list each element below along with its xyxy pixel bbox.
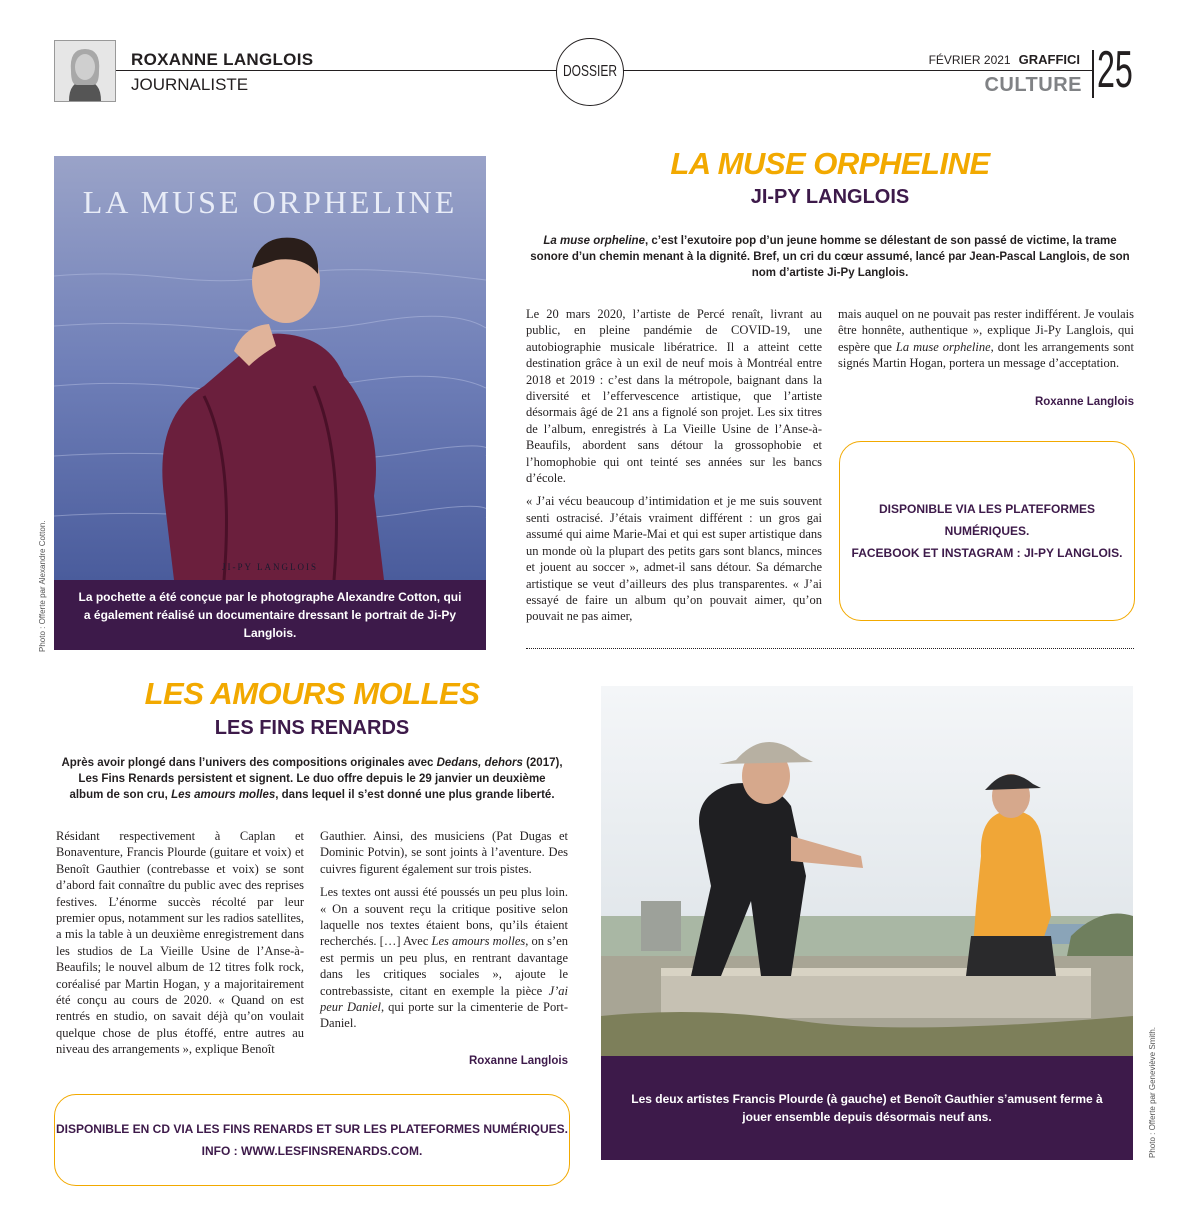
lede-album-title: La muse orpheline	[543, 235, 645, 247]
header-divider	[1092, 50, 1094, 98]
publication-name: GRAFFICI	[1018, 52, 1080, 67]
author-name: ROXANNE LANGLOIS	[131, 50, 314, 69]
article2-column2	[320, 828, 568, 1039]
cover-artist-name: JI-PY LANGLOIS	[222, 562, 318, 572]
article2-paragraph: Gauthier. Ainsi, des musiciens (Pat Dugas et Dominic Potvin), se sont joints à l’aventure. Des cuivres figurent également sur trois pistes.	[320, 829, 568, 876]
article1-lede	[530, 233, 1130, 281]
page-number: 25	[1097, 41, 1133, 99]
article1-column2	[838, 306, 1134, 379]
section-divider	[526, 648, 1134, 649]
availability-line: FACEBOOK ET INSTAGRAM : JI-PY LANGLOIS.	[851, 546, 1123, 560]
author-role: JOURNALISTE	[131, 75, 249, 94]
article2-column1	[56, 828, 304, 1065]
availability-line: DISPONIBLE EN CD VIA LES FINS RENARDS ET SUR LES PLATEFORMES NUMÉRIQUES.	[55, 1122, 569, 1136]
availability-line: DISPONIBLE VIA LES PLATEFORMES NUMÉRIQUES.	[878, 502, 1096, 538]
lede-text: (2017), Les Fins Renards persistent et signent. Le duo offre depuis le 29 janvier un deuxième album de son cru,	[69, 757, 563, 801]
article2-paragraph: Résidant respectivement à Caplan et Bonaventure, Francis Plourde (guitare et voix) et Benoît Gauthier (contrebasse et voix) se sont d’abord fait connaître du public avec des reprises festives. L’énorme succès récolté par leur premier opus, notamment sur les radios satellites, a mis la table à un deuxième enregistrement dans les studios de La Vieille Usine de l’Anse-à-Beaufils; le nouvel album de 12 titres folk rock, coréalisé par Martin Hogan, y a majoritairement été conçu au cours de 2020. « Quand on est rentrés en studio, on savait déjà qu’on voulait quelque chose de plus étoffé, entre autres au niveau des arrangements », explique Benoît	[56, 829, 304, 1057]
dossier-badge	[556, 38, 624, 106]
article1-paragraph	[838, 306, 1134, 372]
lede-album-title: Dedans, dehors	[436, 757, 523, 769]
song-title-ref: J’ai peur Daniel	[320, 983, 568, 1015]
album-title-ref: La muse orpheline	[895, 339, 991, 354]
paragraph-text: , qui porte sur la cimenterie de Port-Daniel.	[320, 1000, 569, 1031]
dossier-label: DOSSIER	[563, 63, 618, 80]
lede-text: Après avoir plongé dans l’univers des compositions originales avec	[61, 757, 437, 769]
album-cover-photo	[54, 156, 486, 580]
article1-artist: JI-PY LANGLOIS	[750, 186, 910, 208]
issue-date	[929, 52, 1080, 67]
article1-availability-box	[839, 441, 1135, 621]
article1-paragraph: « J’ai vécu beaucoup d’intimidation et je me suis souvent senti ostracisé. J’étais vraiment différent : un gros gai assumé qui aime Marie-Mai et qui est super artistique dans un monde où la plupart des petits gars sont blancs, minces et jouent au soccer », admet-il sans détour. Sa démarche artistique se veut d’ailleurs des plus transparentes. « J’ai essayé de faire un album qu’on pouvait aimer, qu’on pouvait ne pas aimer,	[526, 494, 822, 624]
section-name: CULTURE	[984, 74, 1082, 96]
lede-text: , dans lequel il s’est donné une plus grande liberté.	[275, 789, 555, 801]
article1-title: LA MUSE ORPHELINE	[670, 146, 990, 181]
band-photo-caption: Les deux artistes Francis Plourde (à gauche) et Benoît Gauthier s’amusent ferme à jouer ensemble depuis désormais neuf ans.	[601, 1056, 1133, 1160]
cover-title: LA MUSE ORPHELINE	[82, 184, 458, 220]
article2-artist: LES FINS RENARDS	[214, 717, 410, 739]
issue-date-text: FÉVRIER 2021	[928, 53, 1011, 67]
lede-text: , c’est l’exutoire pop d’un jeune homme se délestant de son passé de victime, la trame sonore d’un chemin menant à la dignité. Bref, un cri du cœur assumé, lancé par Jean-Pascal Langlois, de son nom d’artiste Ji-Py Langlois.	[530, 235, 1130, 279]
paragraph-text: , dont les arrangements sont signés Martin Hogan, portera un message d’acceptation.	[838, 339, 1134, 371]
paragraph-text: mais auquel on ne pouvait pas rester indifférent. Je voulais être honnête, authentique », explique Ji-Py Langlois, qui espère que	[838, 307, 1134, 354]
band-photo	[601, 686, 1133, 1056]
paragraph-text: , on s’en est permis un peu plus, en rentrant davantage dans les critiques sociales », ajoute le contrebassiste, citant en exemple la pièce	[320, 934, 569, 998]
article2-byline: Roxanne Langlois	[468, 1055, 568, 1067]
article1-paragraph: Le 20 mars 2020, l’artiste de Percé renaît, livrant au public, en pleine pandémie de COVID-19, une autobiographie musicale libératrice. Il a atteint cette destination grâce à un exil de neuf mois à Montréal entre 2018 et 2019 : c’est dans la métropole, baignant dans la diversité et l’effervescence artistique, que l’artiste désormais âgé de 21 ans a fignolé son projet. Les six titres de l’album, enregistrés à La Vieille Usine de l’Anse-à-Beaufils, abordent sans détour la grossophobie et l’homophobie qui ont teinté ses années sur les bancs d’école.	[526, 307, 822, 486]
paragraph-text: Les textes ont aussi été poussés un peu plus loin. « On a souvent reçu la critique positive selon laquelle nos textes étaient bons, qu’ils étaient recherchés. […] Avec	[320, 885, 568, 949]
album-cover-caption: La pochette a été conçue par le photographe Alexandre Cotton, qui a également réalisé un documentaire dressant le portrait de Ji-Py Langlois.	[54, 580, 486, 650]
photo1-credit: Photo : Offerte par Alexandre Cotton.	[38, 520, 47, 652]
article2-availability-box	[54, 1094, 570, 1186]
photo2-credit: Photo : Offerte par Geneviève Smith.	[1148, 1026, 1157, 1158]
article2-paragraph	[320, 884, 568, 1032]
article1-column1	[526, 306, 822, 632]
article2-lede	[60, 755, 564, 803]
article1-byline: Roxanne Langlois	[1034, 396, 1134, 408]
album-title-ref: Les amours molles	[431, 934, 526, 949]
article2-title: LES AMOURS MOLLES	[144, 676, 480, 711]
author-avatar	[54, 40, 116, 102]
lede-album-title: Les amours molles	[171, 789, 276, 801]
availability-line: INFO : WWW.LESFINSRENARDS.COM.	[201, 1144, 423, 1158]
